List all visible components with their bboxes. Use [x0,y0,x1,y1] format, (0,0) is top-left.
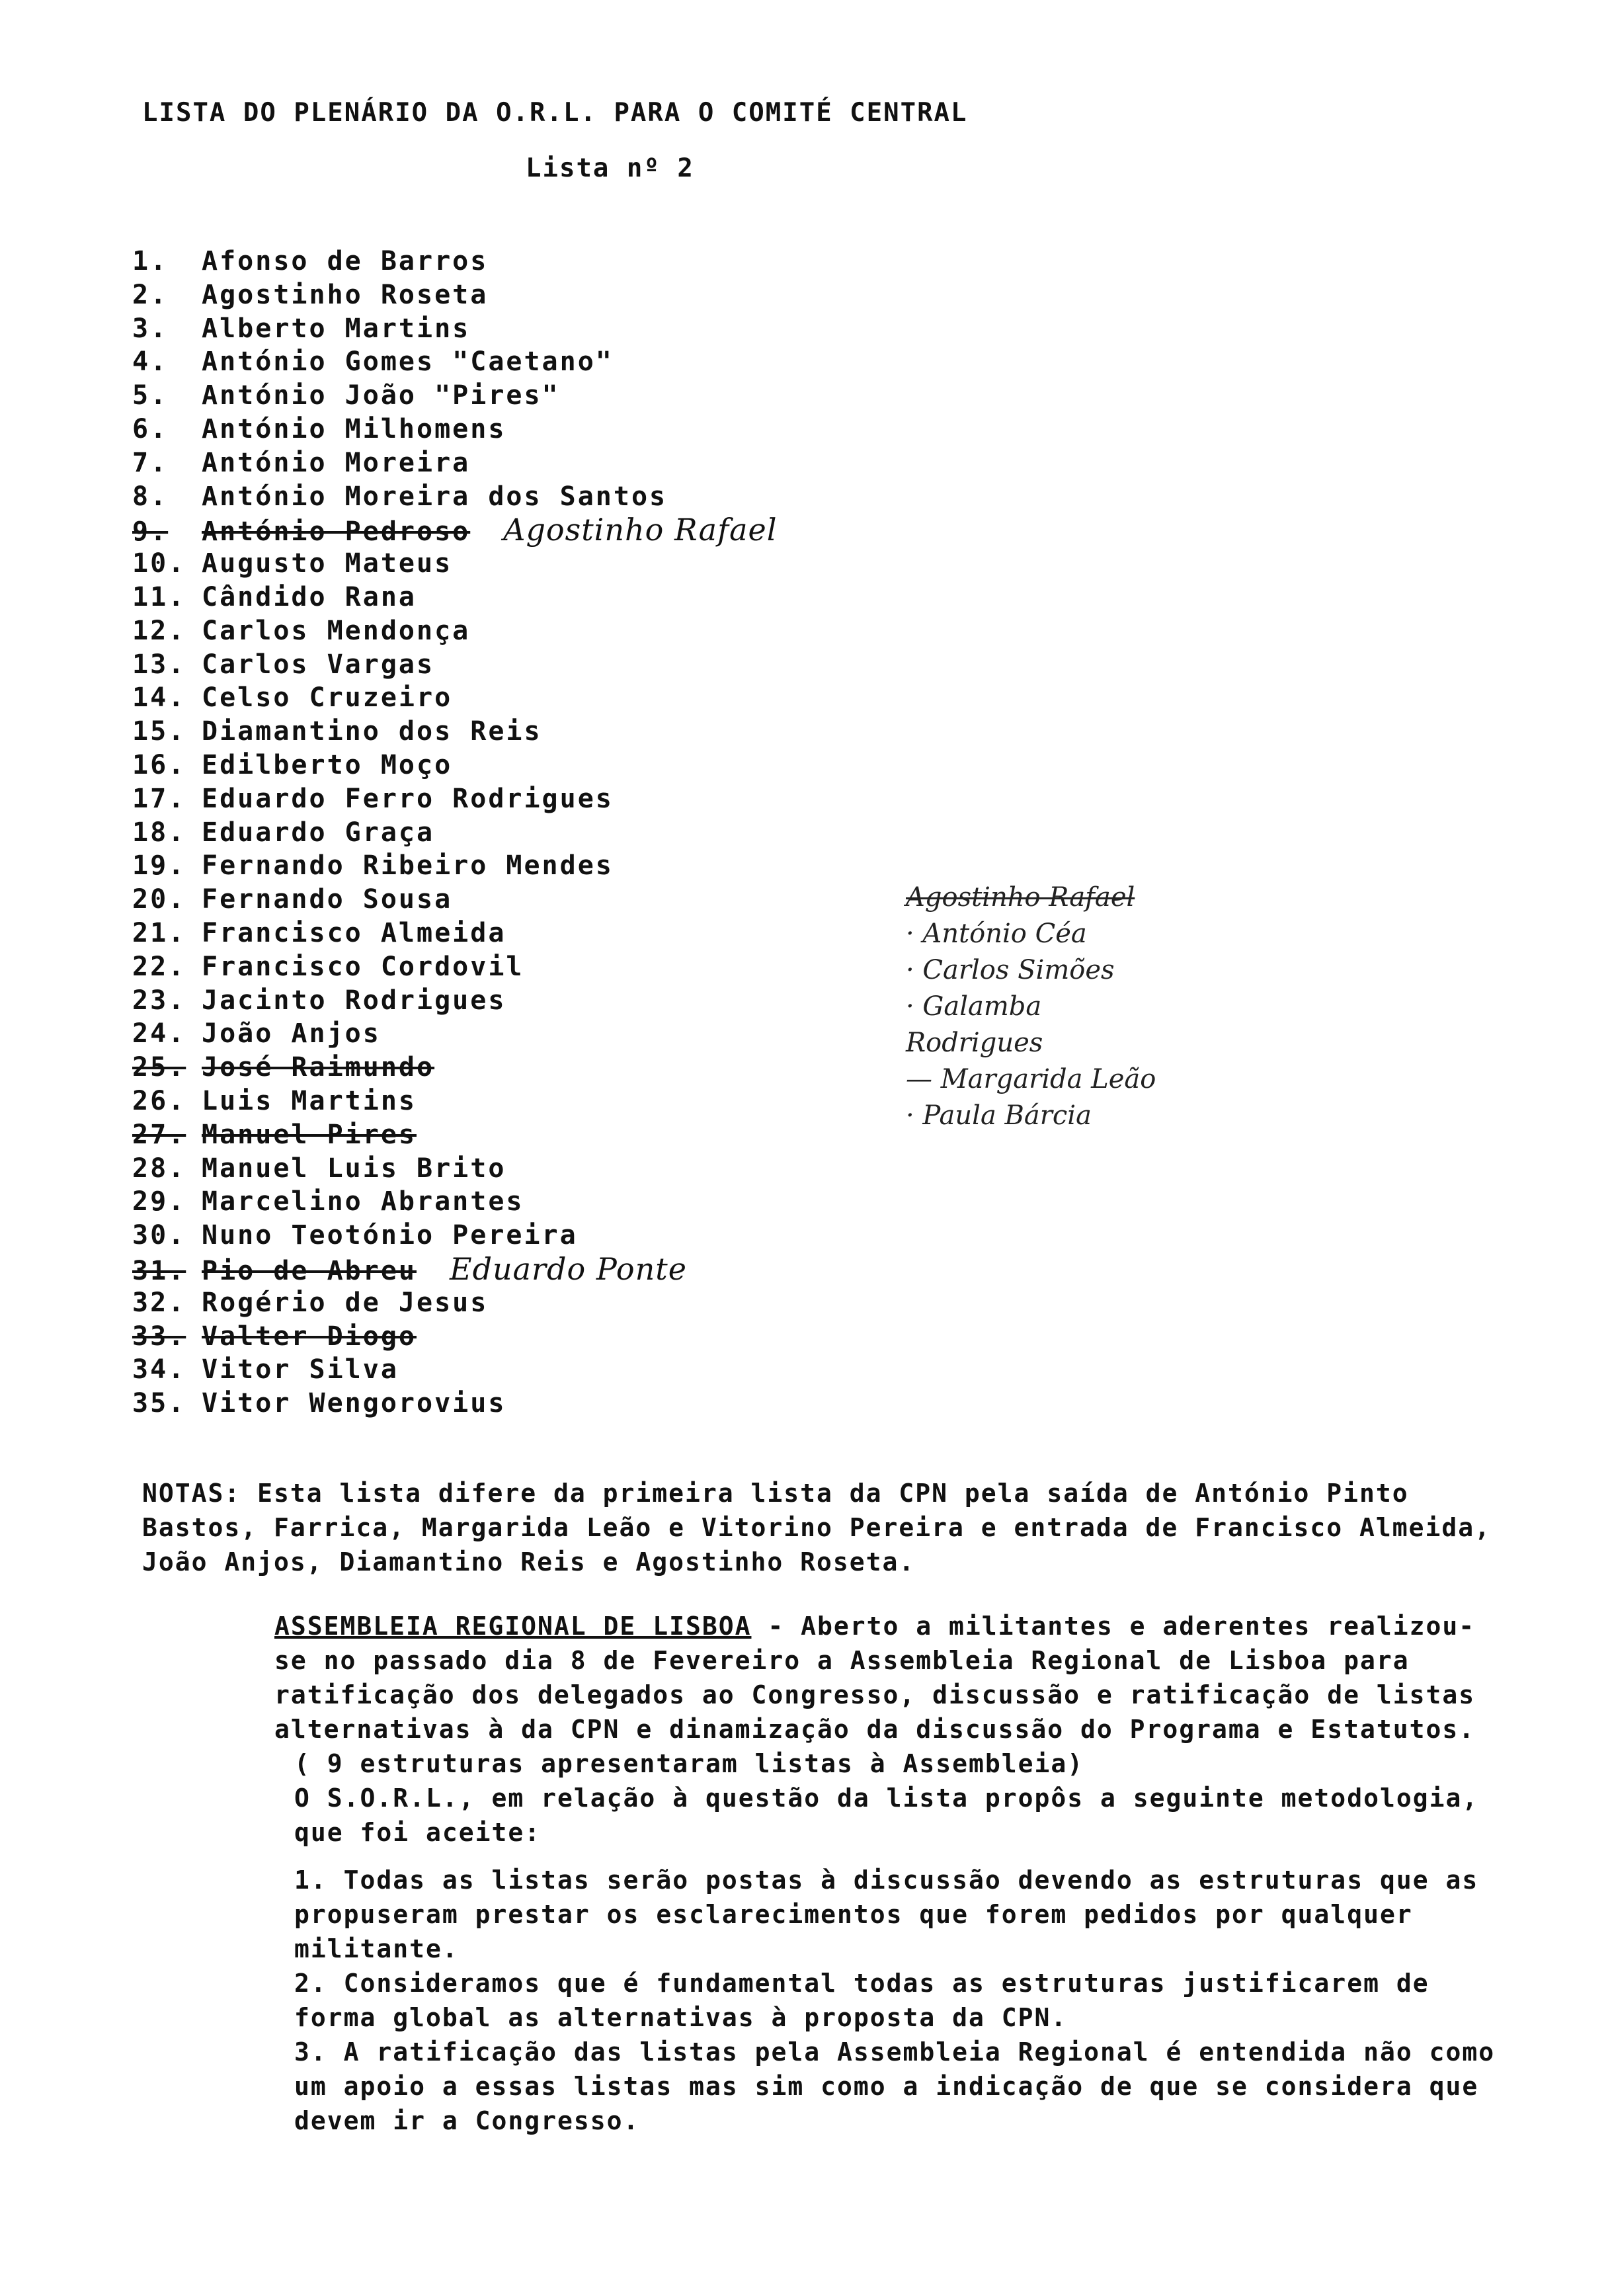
member-name: Nuno Teotónio Pereira [202,1220,578,1251]
assembly-intro: - Aberto a militantes e aderentes realizou-se no passado dia 8 de Fevereiro a Assembleia Regional de Lisboa para ratificação dos delegados ao Congresso, discussão e ratificação de listas alternativas à da CPN e dinamização da discussão do Programa e Estatutos. [274,1612,1476,1744]
member-item [132,446,777,480]
side-note: Agostinho Rafael [906,882,1135,913]
member-name: Jacinto Rodrigues [202,985,506,1016]
document-title: LISTA DO PLENÁRIO DA O.R.L. PARA O COMITÉ CENTRAL [142,98,968,128]
member-name: Fernando Ribeiro Mendes [202,850,614,882]
member-item [132,749,777,782]
member-name: António Moreira [202,447,471,478]
member-item [132,648,777,682]
member-name: Agostinho Roseta [202,279,489,310]
member-name: Rogério de Jesus [202,1287,489,1318]
member-item [132,715,777,749]
member-list [132,245,777,1420]
member-number: 17. [132,783,186,814]
member-name: Manuel Pires [202,1119,417,1150]
member-name: António Milhomens [202,413,506,444]
side-note: · António Céa [906,919,1087,949]
member-item [132,1353,777,1387]
assembly-heading: ASSEMBLEIA REGIONAL DE LISBOA [274,1612,752,1641]
notes-label: NOTAS: [142,1479,241,1508]
member-name: Cândido Rana [202,581,417,612]
member-item [132,614,777,648]
member-name: Valter Diogo [202,1321,417,1352]
member-item [132,480,777,514]
member-item [132,681,777,715]
member-number: 24. [132,1018,186,1049]
member-number: 23. [132,985,186,1016]
member-name: Afonso de Barros [202,246,489,276]
member-name: Francisco Almeida [202,917,506,948]
member-item [132,513,777,547]
member-item [132,883,777,917]
member-name: Eduardo Ferro Rodrigues [202,783,614,814]
member-number: 22. [132,951,186,982]
assembly-parenthetical: ( 9 estruturas apresentaram listas à Assembleia) [294,1749,1084,1778]
member-item [132,278,777,312]
member-item [132,379,777,413]
member-item [132,345,777,379]
notes-text: Esta lista difere da primeira lista da CPN pela saída de António Pinto Bastos, Farrica, Margarida Leão e Vitorino Pereira e entrada de Francisco Almeida, João Anjos, Diamantino Reis e Agostinho Roseta. [142,1479,1508,1577]
assembly-section [142,1609,1498,2138]
document-subtitle: Lista nº 2 [526,153,694,183]
member-item [132,1017,777,1051]
member-number: 3. [132,313,169,344]
member-item [132,849,777,883]
member-name: Vitor Wengorovius [202,1388,506,1419]
assembly-point: 3. A ratificação das listas pela Assembleia Regional é entendida não como um apoio a essas listas mas sim como a indicação de que se considera que devem ir a Congresso. [294,2037,1496,2135]
member-number: 33. [132,1321,186,1352]
member-number: 30. [132,1220,186,1251]
member-number: 13. [132,649,186,680]
assembly-method: O S.O.R.L., em relação à questão da lista propôs a seguinte metodologia, que foi aceite: [294,1784,1479,1847]
member-item [132,1219,777,1252]
member-item [132,1387,777,1420]
member-number: 19. [132,850,186,882]
member-number: 29. [132,1186,186,1217]
member-name: Pio de Abreu [202,1255,417,1286]
member-name: Augusto Mateus [202,548,453,579]
member-number: 4. [132,347,169,378]
member-name: Francisco Cordovil [202,951,524,982]
side-note: Rodrigues [906,1028,1043,1058]
member-number: 20. [132,884,186,915]
member-name: Marcelino Abrantes [202,1186,524,1217]
member-number: 2. [132,279,169,310]
member-item [132,547,777,581]
member-name: Fernando Sousa [202,884,453,915]
member-number: 11. [132,581,186,612]
member-number: 1. [132,246,169,276]
member-number: 8. [132,481,169,512]
side-note: · Carlos Simões [906,955,1115,985]
member-number: 27. [132,1119,186,1150]
member-number: 14. [132,682,186,714]
member-number: 34. [132,1354,186,1385]
member-name: António Pedroso [202,516,471,548]
member-number: 9. [132,516,169,548]
member-name: Diamantino dos Reis [202,716,542,747]
member-name: João Anjos [202,1018,381,1049]
handwritten-side-notes [906,880,1316,1134]
member-item [132,816,777,850]
assembly-points [142,1863,1498,2138]
member-name: José Raimundo [202,1052,435,1083]
member-number: 12. [132,615,186,646]
member-name: Celso Cruzeiro [202,682,453,714]
member-item [132,1286,777,1320]
member-name: António Gomes "Caetano" [202,347,614,378]
member-name: Edilberto Moço [202,749,453,780]
side-note: · Paula Bárcia [906,1100,1092,1131]
member-item [132,312,777,346]
member-name: Carlos Mendonça [202,615,471,646]
member-name: Alberto Martins [202,313,471,344]
side-note: — Margarida Leão [906,1064,1156,1094]
member-name: Carlos Vargas [202,649,435,680]
member-number: 26. [132,1085,186,1116]
member-number: 7. [132,447,169,478]
member-item [132,917,777,950]
assembly-point: 1. Todas as listas serão postas à discussão devendo as estruturas que as propuseram prestar os esclarecimentos que forem pedidos por qualquer militante. [294,1866,1479,1963]
member-number: 32. [132,1287,186,1318]
member-number: 18. [132,817,186,848]
assembly-point: 2. Consideramos que é fundamental todas as estruturas justificarem de forma global as alternativas à proposta da CPN. [294,1969,1429,2032]
member-number: 25. [132,1052,186,1083]
side-note: · Galamba [906,991,1042,1022]
member-number: 6. [132,413,169,444]
member-item [132,1118,777,1152]
member-name: António João "Pires" [202,380,560,411]
member-number: 5. [132,380,169,411]
member-item [132,984,777,1018]
member-item [132,245,777,278]
member-name: António Moreira dos Santos [202,481,668,512]
member-name: Eduardo Graça [202,817,435,848]
notes-section [142,1476,1508,1579]
member-item [132,1085,777,1118]
member-name: Luis Martins [202,1085,417,1116]
member-name: Manuel Luis Brito [202,1153,506,1184]
member-item [132,1051,777,1085]
member-item [132,1152,777,1186]
member-item [132,950,777,984]
member-item [132,1320,777,1354]
member-item [132,1252,777,1286]
member-number: 35. [132,1388,186,1419]
member-name: Vitor Silva [202,1354,399,1385]
member-item [132,1185,777,1219]
member-number: 31. [132,1255,186,1286]
member-number: 15. [132,716,186,747]
member-number: 28. [132,1153,186,1184]
handwritten-replacement: Agostinho Rafael [503,512,778,548]
member-item [132,782,777,816]
member-item [132,413,777,446]
handwritten-replacement: Eduardo Ponte [449,1250,687,1287]
member-number: 10. [132,548,186,579]
member-number: 21. [132,917,186,948]
member-item [132,581,777,614]
document-body [142,1476,1508,2138]
member-number: 16. [132,749,186,780]
